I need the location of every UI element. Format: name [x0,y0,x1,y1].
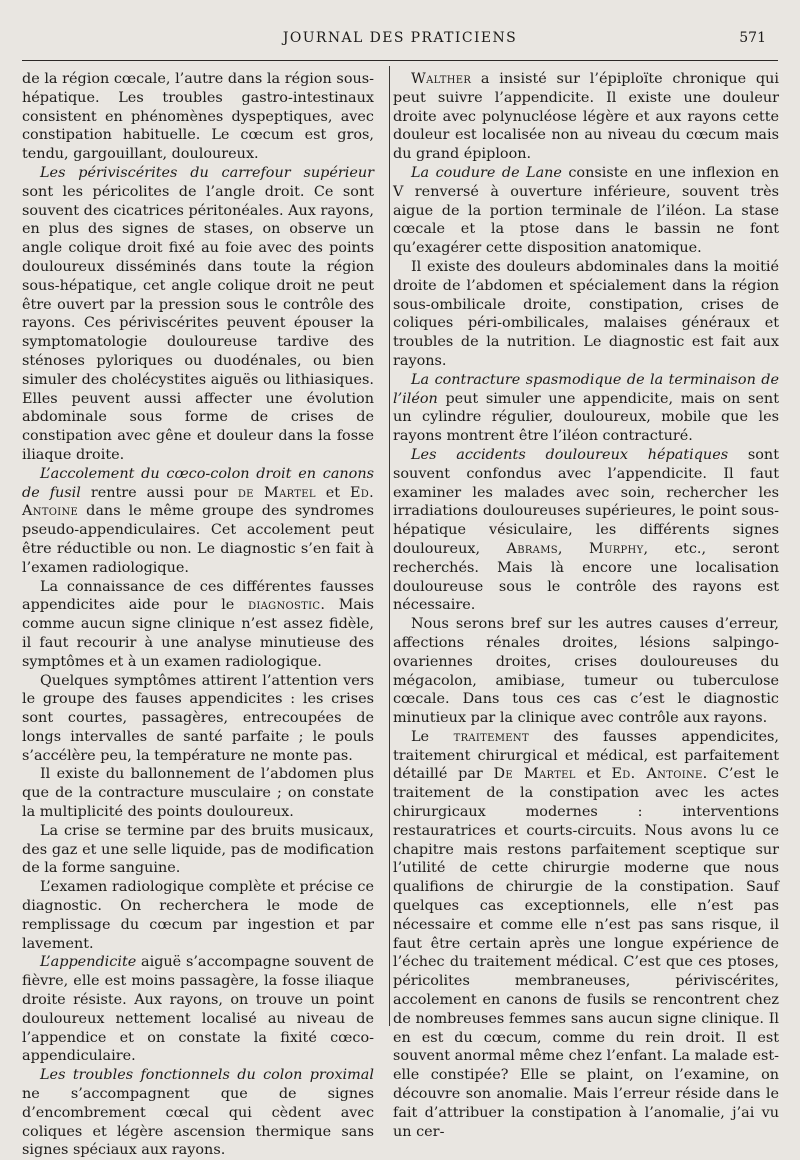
small-caps-term: diagnostic [248,597,321,614]
paragraph: L’accolement du cœco-colon droit en canons de fusil rentre aussi pour de Martel et Ed. Antoine dans le même groupe des syndromes pseudo-appendiculaires. Cet accolement peut être réductible ou non. Le diagnostic s’en fait à l’examen radiologique. [22,465,374,576]
italic-heading: L’accolement du cœco-colon droit en canons de fusil [22,465,374,501]
left-column [22,70,374,1160]
italic-heading: Les troubles fonctionnels du colon proximal [40,1067,374,1084]
paragraph: de la région cœcale, l’autre dans la région sous-hépatique. Les troubles gastro-intestinaux consistent en phénomènes dyspeptiques, avec constipation habituelle. Le cœcum est gros, tendu, gargouillant, douloureux. [22,71,374,163]
paragraph: Il existe du ballonnement de l’abdomen plus que de la contracture musculaire ; on constate la multiplicité des points douloureux. [22,766,374,821]
small-caps-term: traitement [453,728,529,745]
author-name: Ed. Antoine [22,484,374,520]
paragraph: Walther a insisté sur l’épiploïte chronique qui peut suivre l’appendicite. Il existe une douleur droite avec polynucléose légère et aux rayons cette douleur est localisée non au niveau du cœcum mais du grand épiploon. [393,71,779,163]
header-rule [22,60,778,61]
author-name: Walther [411,71,472,87]
page-number: 571 [739,30,766,46]
paragraph: Le traitement des fausses appendicites, traitement chirurgical et médical, est parfaitement détaillé par De Martel et Ed. Antoine. C’est le traitement de la constipation avec les actes chirurgicaux modernes : interventions restauratrices et courts-circuits. Nous avons lu ce chapitre mais restons parfaitement sceptique sur l’utilité de cette chirurgie moderne que nous qualifions de chirurgie de la constipation. Sauf quelques cas exceptionnels, elle n’est pas nécessaire et comme elle n’est pas sans risque, il faut être certain après une longue expérience de l’échec du traitement médical. C’est que ces ptoses, péricolites membraneuses, périviscérites, accolement en canons de fusils se rencontrent chez de nombreuses femmes sans aucun signe clinique. Il en est du cœcum, comme du rein droit. Il est souvent anormal même chez l’enfant. La malade est-elle constipée? Elle se plaint, on l’examine, on découvre son anomalie. Mais l’erreur réside dans le fait d’attribuer la constipation à l’anomalie, j’ai vu un cer- [393,728,780,1140]
italic-heading: Les accidents douloureux hépatiques [411,446,729,463]
paragraph: L’examen radiologique complète et précise ce diagnostic. On recherchera le mode de remplissage du cœcum par ingestion et par lavement. [22,879,374,952]
italic-heading: L’appendicite [40,954,137,971]
paragraph: La connaissance de ces différentes fausses appendicites aide pour le diagnostic. Mais comme aucun signe clinique n’est assez fidèle, il faut recourir à une analyse minutieuse des symptômes et à un examen radiologique. [22,578,374,670]
paragraph: La crise se termine par des bruits musicaux, des gaz et une selle liquide, pas de modification de la forme sanguine. [22,822,374,877]
paragraph: Les troubles fonctionnels du colon proximal ne s’accompagnent que de signes d’encombrement cœcal qui cèdent avec coliques et légère ascension thermique sans signes spéciaux aux rayons. [22,1067,374,1159]
paragraph: Les accidents douloureux hépatiques sont souvent confondus avec l’appendicite. Il faut examiner les malades avec soin, rechercher les irradiations douloureuses supérieures, le point sous-hépatique vésiculaire, les différents signes douloureux, Abrams, Murphy, etc., seront recherchés. Mais là encore une localisation douloureuse sous le contrôle des rayons est nécessaire. [393,446,779,614]
paragraph: Il existe des douleurs abdominales dans la moitié droite de l’abdomen et spécialement dans la région sous-ombilicale droite, constipation, crises de coliques péri-ombilicales, malaises généraux et troubles de la nutrition. Le diagnostic est fait aux rayons. [393,258,779,369]
page-header [0,30,800,54]
right-column [393,70,779,1141]
paragraph: La contracture spasmodique de la terminaison de l’iléon peut simuler une appendicite, mais on sent un cylindre régulier, douloureux, mobile que les rayons montrent être l’iléon contracturé. [393,371,779,445]
running-title: JOURNAL DES PRATICIENS [282,30,518,46]
paragraph: L’appendicite aiguë s’accompagne souvent de fièvre, elle est moins passagère, la fosse iliaque droite résiste. Aux rayons, on trouve un point douloureux nettement localisé au niveau de l’appendice et on constate la fixité cœco-appendiculaire. [22,954,374,1065]
author-name: Abrams [506,540,558,557]
paragraph: La coudure de Lane consiste en une inflexion en V renversé à ouverture inférieure, souvent très aigue de la portion terminale de l’iléon. La stase cœcale et la ptose dans le bassin ne font qu’exagérer cette disposition anatomique. [393,164,779,257]
author-name: De Martel [493,766,576,783]
paragraph: Quelques symptômes attirent l’attention vers le groupe des fauses appendicites : les crises sont courtes, passagères, entrecoupées de longs intervalles de santé parfaite ; le pouls s’accélère peu, la température ne monte pas. [22,672,374,764]
italic-heading: La coudure de Lane [411,164,562,181]
italic-heading: Les périviscérites du carrefour supérieur [40,164,374,181]
author-name: Murphy [588,540,644,557]
paragraph: Les périviscérites du carrefour supérieur sont les péricolites de l’angle droit. Ce sont souvent des cicatrices péritonéales. Aux rayons, en plus des signes de stases, on observe un angle colique droit fixé au foie avec des points douloureux disséminés dans toute la région sous-hépatique, cet angle colique droit ne peut être ouvert par la pression sous le contrôle des rayons. Ces périviscérites peuvent épouser la symptomatologie douloureuse tardive des sténoses pyloriques ou duodénales, ou bien simuler des cholécystites aiguës ou lithiasiques. Elles peuvent aussi affecter une évolution abdominale sous forme de crises de constipation avec gêne et douleur dans la fosse iliaque droite. [22,164,374,463]
paragraph: Nous serons bref sur les autres causes d’erreur, affections rénales droites, lésions salpingo-ovariennes droites, crises douloureuses du mégacolon, amibiase, tumeur ou tuberculose cœcale. Dans tous ces cas c’est le diagnostic minutieux par la clinique avec contrôle aux rayons. [393,616,779,727]
column-divider [389,66,390,1026]
author-name: Ed. Antoine [611,766,703,783]
author-name: de Martel [237,484,316,501]
italic-heading: La contracture spasmodique de la terminaison de l’iléon [393,371,779,407]
